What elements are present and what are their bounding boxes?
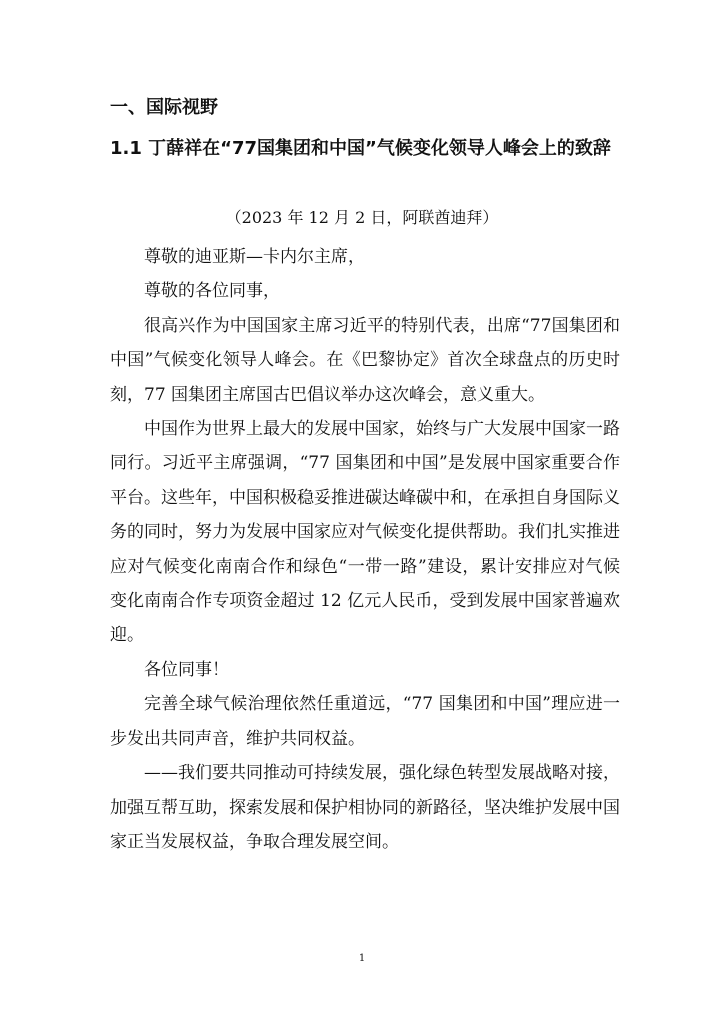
document-title: 1.1 丁薛祥在“77国集团和中国”气候变化领导人峰会上的致辞 <box>110 138 611 159</box>
salutation-chairman: 尊敬的迪亚斯—卡内尔主席， <box>144 247 365 267</box>
page-number: 1 <box>358 953 366 964</box>
paragraph-governance: 完善全球气候治理依然任重道远，“77 国集团和中国”理应进一步发出共同声音，维护共同权益。 <box>110 694 620 749</box>
speech-body <box>110 240 620 859</box>
paragraph-address: 各位同事！ <box>144 659 229 680</box>
paragraph-sustainable-development: ——我们要共同推动可持续发展，强化绿色转型发展战略对接，加强互帮互助，探索发展和保护相协同的新路径，坚决维护发展中国家正当发展权益，争取合理发展空间。 <box>110 763 620 852</box>
dateline: （2023 年 12 月 2 日，阿联酋迪拜） <box>225 208 499 227</box>
paragraph-intro: 很高兴作为中国国家主席习近平的特别代表，出席“77国集团和中国”气候变化领导人峰会。在《巴黎协定》首次全球盘点的历史时刻，77 国集团主席国古巴倡议举办这次峰会，意义重大。 <box>110 315 620 405</box>
paragraph-china-role: 中国作为世界上最大的发展中国家，始终与广大发展中国家一路同行。习近平主席强调，“77 国集团和中国”是发展中国家重要合作平台。这些年，中国积极稳妥推进碳达峰碳中和，在承担自身国际义务的同时，努力为发展中国家应对气候变化提供帮助。我们扎实推进应对气候变化南南合作和绿色“一带一路”建设，累计安排应对气候变化南南合作专项资金超过 12 亿元人民币，受到发展中国家普遍欢迎。 <box>110 419 620 646</box>
salutation-colleagues: 尊敬的各位同事， <box>144 281 280 302</box>
section-heading: 一、国际视野 <box>110 97 218 118</box>
